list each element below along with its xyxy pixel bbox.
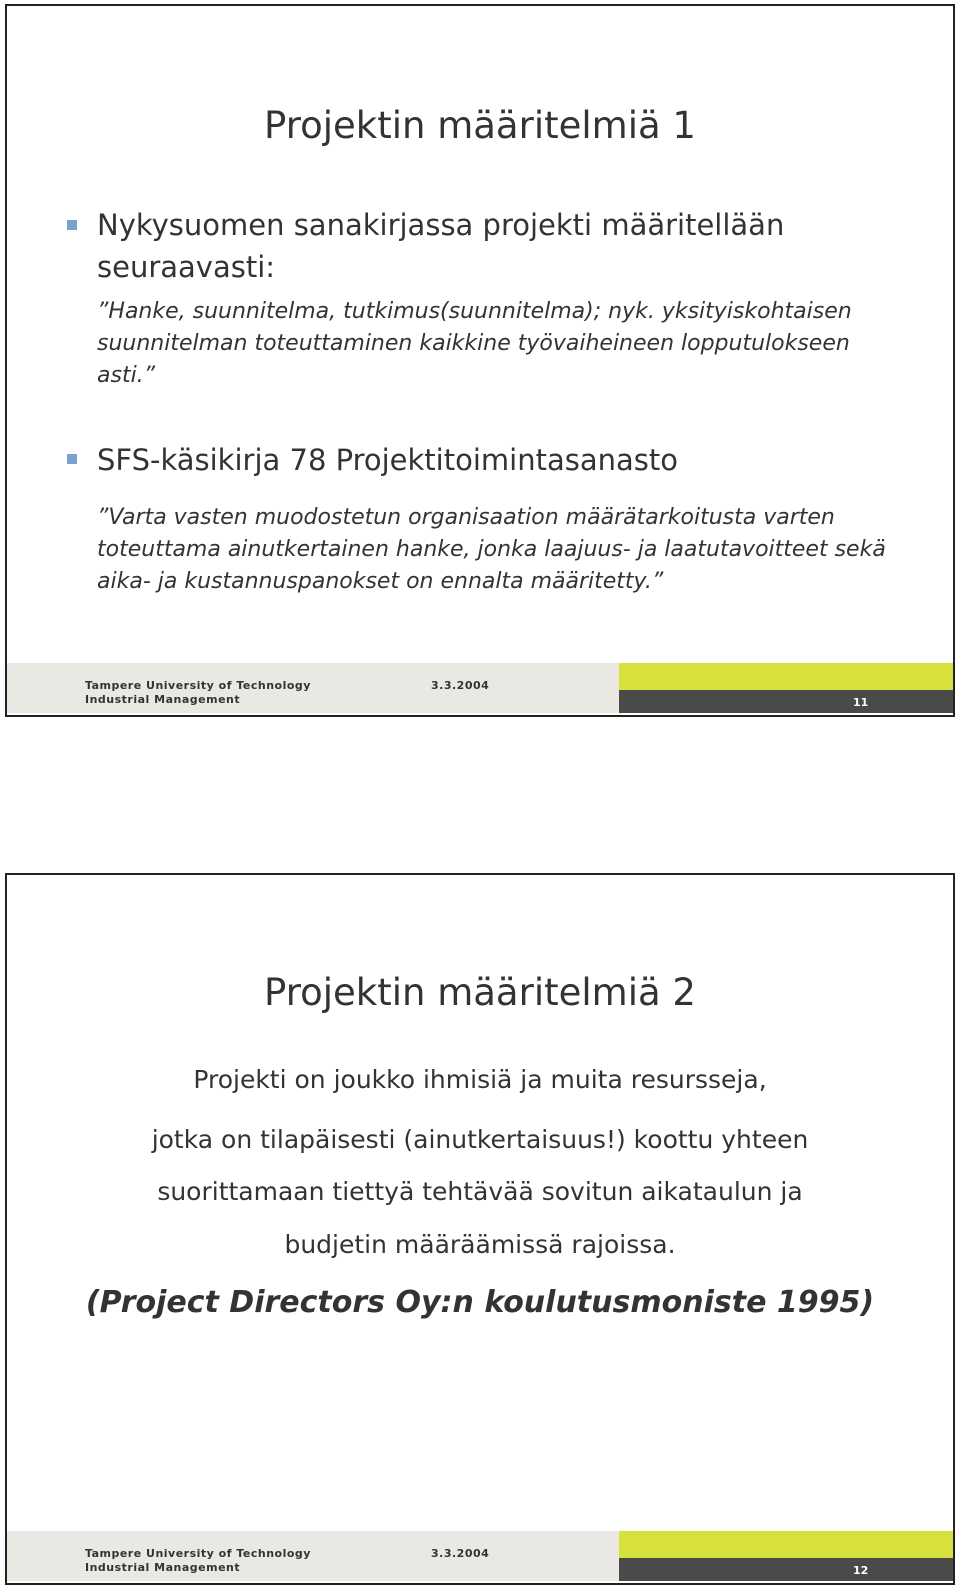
bullet-text: Nykysuomen sanakirjassa projekti määritellään seuraavasti: bbox=[97, 208, 785, 284]
footer-university: Tampere University of Technology bbox=[85, 679, 311, 692]
footer-date: 3.3.2004 bbox=[431, 679, 490, 692]
bullet-square-icon bbox=[67, 220, 77, 230]
quote-dictionary: ”Hanke, suunnitelma, tutkimus(suunnitelma); nyk. yksityiskohtaisen suunnitelman toteuttaminen kaikkine työvaiheineen lopputulokseen asti.” bbox=[97, 299, 852, 388]
footer-department: Industrial Management bbox=[85, 1561, 241, 1574]
definition-line: budjetin määräämissä rajoissa. bbox=[284, 1230, 676, 1259]
slide-12 bbox=[5, 873, 955, 1585]
slide-title: Projektin määritelmiä 1 bbox=[264, 104, 696, 147]
source-citation: (Project Directors Oy:n koulutusmoniste 1995) bbox=[85, 1285, 875, 1320]
slide-footer bbox=[7, 663, 953, 715]
slide-11 bbox=[5, 4, 955, 717]
slide-title: Projektin määritelmiä 2 bbox=[264, 971, 696, 1014]
definition-line: jotka on tilapäisesti (ainutkertaisuus!) koottu yhteen bbox=[151, 1125, 809, 1154]
quote-sfs: ”Varta vasten muodostetun organisaation määrätarkoitusta varten toteuttama ainutkertainen hanke, jonka laajuus- ja laatutavoitteet sekä aika- ja kustannuspanokset on ennalta määritetty.” bbox=[97, 505, 886, 594]
footer-department: Industrial Management bbox=[85, 693, 241, 706]
page-number: 11 bbox=[853, 696, 869, 709]
bullet-text: SFS-käsikirja 78 Projektitoimintasanasto bbox=[97, 443, 678, 477]
page-number: 12 bbox=[853, 1564, 869, 1577]
definition-line: Projekti on joukko ihmisiä ja muita resursseja, bbox=[193, 1065, 767, 1094]
bullet-square-icon bbox=[67, 454, 77, 464]
slide-footer bbox=[7, 1531, 953, 1583]
definition-line: suorittamaan tiettyä tehtävää sovitun aikataulun ja bbox=[157, 1177, 803, 1206]
footer-date: 3.3.2004 bbox=[431, 1547, 490, 1560]
footer-university: Tampere University of Technology bbox=[85, 1547, 311, 1560]
